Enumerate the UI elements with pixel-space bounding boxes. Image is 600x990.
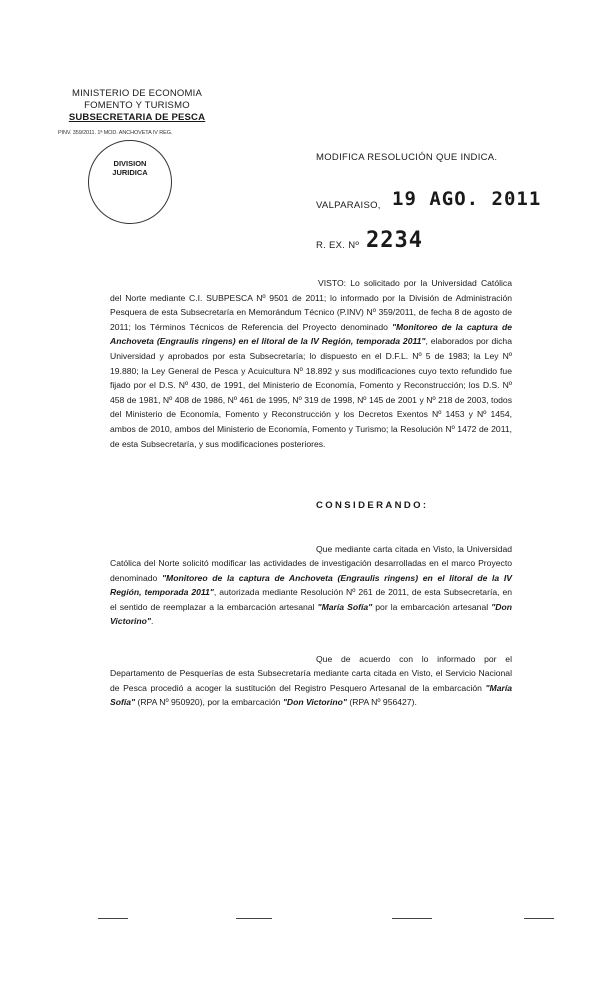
ministry-line-3: SUBSECRETARIA DE PESCA <box>68 112 206 123</box>
ministry-line-1: MINISTERIO DE ECONOMIA <box>71 88 203 99</box>
considerando-2-lead: Que de acuerdo con lo informado por el <box>316 654 512 664</box>
file-reference: PINV. 359/2011. 1ª MOD. ANCHOVETA IV REG. <box>58 130 173 136</box>
ministry-header <box>62 88 212 124</box>
footer-rule-4 <box>524 918 554 919</box>
footer-rule-2 <box>236 918 272 919</box>
considerando-1-text-a: Católica del Norte solicitó modificar las actividades de investigación desarrolladas en el marco Proyecto denominado <box>110 558 512 583</box>
considerando-1-text-d: . <box>151 616 154 627</box>
ministry-line-2: FOMENTO Y TURISMO <box>84 100 190 111</box>
visto-paragraph <box>110 276 512 451</box>
rpa-boat-maria-sofia: "María Sofía" <box>110 682 512 708</box>
rpa-boat-don-victorino: "Don Victorino" <box>282 697 347 708</box>
considerando-2-text-a: Departamento de Pesquerías de esta Subsecretaría mediante carta citada en Visto, el Servicio Nacional de Pesca procedió a acoger la sustitución del Registro Pesquero Artesanal de la embarcación <box>110 668 512 693</box>
boat-don-victorino: "Don Victorino" <box>110 601 512 627</box>
stamp-line-1: DIVISION <box>113 159 147 168</box>
boat-maria-sofia: "María Sofía" <box>317 601 373 612</box>
division-stamp <box>88 140 172 224</box>
considerando-heading: CONSIDERANDO: <box>316 500 429 511</box>
considerando-2-body <box>110 666 512 710</box>
footer-rule-1 <box>98 918 128 919</box>
project-title: "Monitoreo de la captura de Anchoveta (Engraulis ringens) en el litoral de la IV Región, temporada 2011" <box>110 321 512 347</box>
resolution-label: R. EX. Nº <box>316 240 360 251</box>
date-stamp: 19 AGO. 2011 <box>392 188 542 210</box>
considerando-1-lead: Que mediante carta citada en Visto, la Universidad <box>316 544 512 554</box>
considerando-1-project-title: "Monitoreo de la captura de Anchoveta (Engraulis ringens) en el litoral de la IV Región, temporada 2011" <box>110 572 512 598</box>
considerando-2-text-b: (RPA Nº 950920), por la embarcación <box>135 697 283 708</box>
resolution-number: 2234 <box>366 228 423 253</box>
stamp-line-2: JURIDICA <box>112 168 148 177</box>
footer-rule-3 <box>392 918 432 919</box>
considerando-1-text-c: por la embarcación artesanal <box>372 601 492 612</box>
place-label: VALPARAISO, <box>316 200 381 211</box>
considerando-1-text-b: , autorizada mediante Resolución Nº 261 de 2011, de esta Subsecretaría, en el sentido de reemplazar a la embarcación artesanal <box>110 587 512 612</box>
considerando-2-text-c: (RPA Nº 956427). <box>346 697 417 708</box>
visto-text-b: , elaborados por dicha Universidad y aprobados por esta Subsecretaría; lo dispuesto en el D.F.L. Nº 5 de 1983; la Ley Nº 19.880; la Ley General de Pesca y Acuicultura Nº 18.892 y sus modificaciones cuyo texto refundido fue fijado por el D.S. Nº 430, de 1991, del Ministerio de Economía, Fomento y Reconstrucción; los D.S. Nº 458 de 1981, Nº 408 de 1986, Nº 461 de 1995, Nº 319 de 1998, Nº 145 de 2001 y Nº 218 de 2003, todos del Ministerio de Economía, Fomento y Reconstrucción y los Decretos Exentos Nº 1453 y Nº 1454, ambos de 2010, ambos del Ministerio de Economía, Fomento y Turismo; la Resolución Nº 1472 de 2011, de esta Subsecretaría, y sus modificaciones posteriores. <box>110 336 512 449</box>
visto-text-a: VISTO: Lo solicitado por la Universidad Católica del Norte mediante C.I. SUBPESCA Nº 9501 de 2011; lo informado por la División de Administración Pesquera de esta Subsecretaría en Memorándum Técnico (P.INV) Nº 359/2011, de fecha 8 de agosto de 2011; los Términos Técnicos de Referencia del Proyecto denominado <box>110 278 512 332</box>
considerando-1-body <box>110 556 512 629</box>
stamp-text <box>89 159 171 177</box>
subject-line: MODIFICA RESOLUCIÓN QUE INDICA. <box>316 152 498 163</box>
